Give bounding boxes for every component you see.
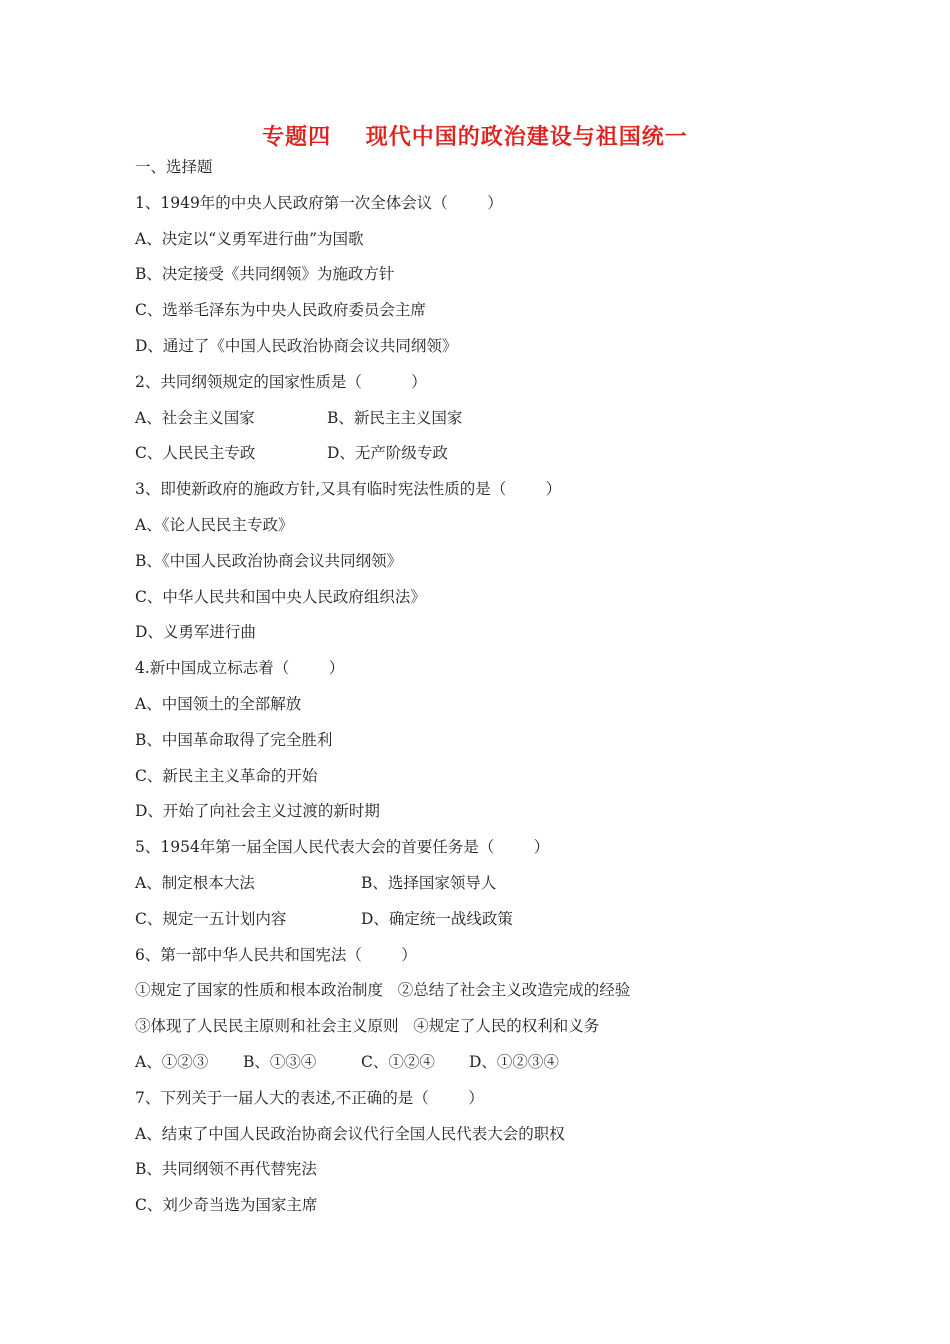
question-5-option-c: C、规定一五计划内容 <box>135 909 287 928</box>
question-6-option-a: A、①②③ <box>135 1052 209 1071</box>
question-5-options-row-2 <box>135 902 835 938</box>
question-7-option-b: B、共同纲领不再代替宪法 <box>135 1160 317 1179</box>
question-2-option-d: D、无产阶级专政 <box>327 444 448 463</box>
question-4-option-b: B、中国革命取得了完全胜利 <box>135 730 333 749</box>
question-5-stem: 5、1954年第一届全国人民代表大会的首要任务是（ ） <box>135 838 550 857</box>
question-1-option-d: D、通过了《中国人民政治协商会议共同纲领》 <box>135 336 458 355</box>
question-3-option-a: A、《论人民民主专政》 <box>135 515 294 534</box>
question-4-option-d: D、开始了向社会主义过渡的新时期 <box>135 802 380 821</box>
question-7-option-c: C、刘少奇当选为国家主席 <box>135 1196 318 1215</box>
question-6-option-d: D、①②③④ <box>469 1052 559 1071</box>
page-title: 专题四 现代中国的政治建设与祖国统一 <box>262 124 688 150</box>
question-6-statements-1: ①规定了国家的性质和根本政治制度 ②总结了社会主义改造完成的经验 <box>135 981 631 1000</box>
question-1-stem: 1、1949年的中央人民政府第一次全体会议（ ） <box>135 193 503 212</box>
question-2-option-c: C、人民民主专政 <box>135 444 256 463</box>
question-6-stem: 6、第一部中华人民共和国宪法（ ） <box>135 945 417 964</box>
question-7-option-a: A、结束了中国人民政治协商会议代行全国人民代表大会的职权 <box>135 1124 565 1143</box>
question-6-option-b: B、①③④ <box>243 1052 317 1071</box>
question-list <box>135 150 835 1224</box>
question-2-options-row-1 <box>135 401 835 437</box>
question-2-options-row-2 <box>135 436 835 472</box>
question-2-stem: 2、共同纲领规定的国家性质是（ ） <box>135 372 427 391</box>
question-2-option-a: A、社会主义国家 <box>135 408 255 427</box>
question-5-option-a: A、制定根本大法 <box>135 873 255 892</box>
question-1-option-c: C、选举毛泽东为中央人民政府委员会主席 <box>135 301 426 320</box>
question-6-statements-2: ③体现了人民民主原则和社会主义原则 ④规定了人民的权利和义务 <box>135 1017 600 1036</box>
question-3-option-d: D、义勇军进行曲 <box>135 623 256 642</box>
question-5-option-b: B、选择国家领导人 <box>361 873 497 892</box>
question-3-option-c: C、中华人民共和国中央人民政府组织法》 <box>135 587 426 606</box>
question-4-option-a: A、中国领土的全部解放 <box>135 694 302 713</box>
question-4-stem: 4.新中国成立标志着（ ） <box>135 659 345 678</box>
question-1-option-a: A、决定以“义勇军进行曲”为国歌 <box>135 229 364 248</box>
section-heading: 一、选择题 <box>135 158 213 176</box>
question-7-stem: 7、下列关于一届人大的表述,不正确的是（ ） <box>135 1088 484 1107</box>
question-6-options-row <box>135 1045 835 1081</box>
question-4-option-c: C、新民主主义革命的开始 <box>135 766 318 785</box>
question-3-stem: 3、即使新政府的施政方针,又具有临时宪法性质的是（ ） <box>135 480 562 499</box>
question-6-option-c: C、①②④ <box>361 1052 435 1071</box>
question-3-option-b: B、《中国人民政治协商会议共同纲领》 <box>135 551 403 570</box>
question-2-option-b: B、新民主主义国家 <box>327 408 463 427</box>
question-1-option-b: B、决定接受《共同纲领》为施政方针 <box>135 265 395 284</box>
question-5-option-d: D、确定统一战线政策 <box>361 909 513 928</box>
question-5-options-row-1 <box>135 866 835 902</box>
